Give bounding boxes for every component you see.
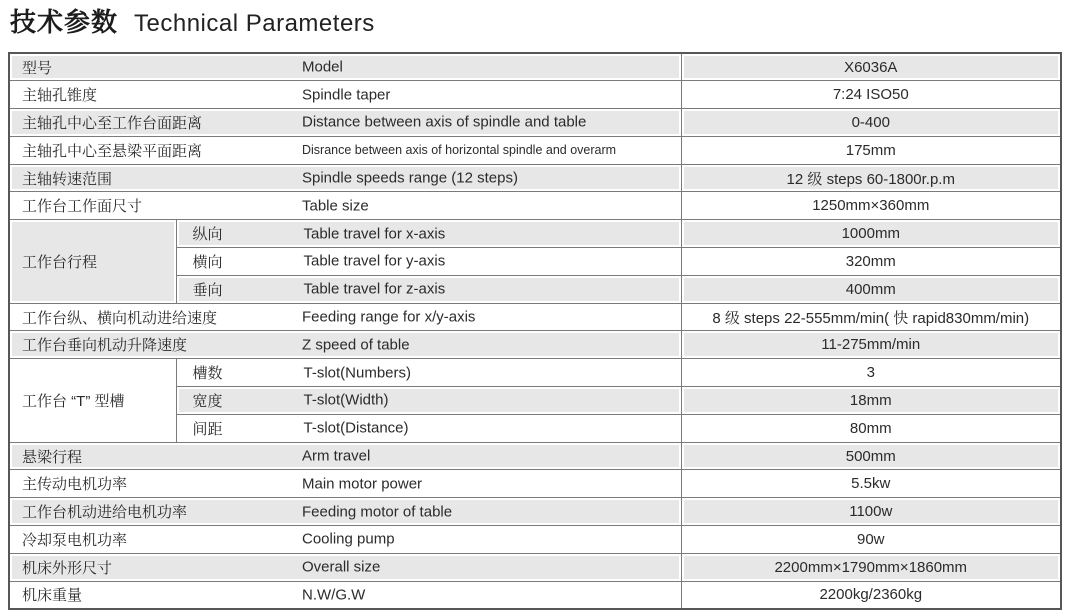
param-label-cell (176, 414, 681, 442)
param-value-cell (681, 192, 1061, 220)
param-label-cell (176, 275, 681, 303)
param-value: 80mm (849, 419, 892, 437)
param-label-zh: 主轴转速范围 (22, 170, 113, 188)
param-label-en: Overall size (302, 558, 381, 576)
param-label-zh: 冷却泵电机功率 (22, 531, 128, 549)
param-label-en: Table travel for z-axis (303, 280, 446, 298)
param-row (9, 303, 1061, 331)
param-value: 2200mm×1790mm×1860mm (774, 558, 968, 576)
param-label-en: Model (302, 58, 343, 76)
parameters-table-body (9, 53, 1061, 609)
param-label-en: Feeding motor of table (302, 503, 453, 521)
param-label-cell (176, 248, 681, 276)
param-label-cell (9, 526, 681, 554)
param-value-cell (681, 53, 1061, 81)
param-label-cell (9, 192, 681, 220)
param-value: 18mm (849, 391, 892, 409)
param-label-cell (9, 164, 681, 192)
group-label-zh: 工作台行程 (22, 253, 98, 271)
param-label-zh: 工作台工作面尺寸 (22, 198, 143, 216)
param-row (9, 526, 1061, 554)
param-label-zh: 纵向 (192, 226, 223, 244)
param-value: 1000mm (841, 225, 900, 243)
param-label-cell (9, 581, 681, 609)
param-row (9, 136, 1061, 164)
param-row (9, 109, 1061, 137)
param-value-cell (681, 220, 1061, 248)
param-label-en: Feeding range for x/y-axis (302, 308, 476, 326)
param-label-en: T-slot(Width) (303, 391, 389, 409)
param-label-en: Z speed of table (302, 336, 410, 354)
param-value: 320mm (845, 252, 896, 270)
param-label-en: T-slot(Distance) (303, 419, 409, 437)
param-label-cell (9, 53, 681, 81)
param-label-en: Arm travel (302, 447, 371, 465)
param-label-zh: 机床重量 (22, 587, 83, 605)
param-label-cell (9, 553, 681, 581)
page-title-en: Technical Parameters (134, 10, 375, 37)
param-value: 1100w (849, 503, 893, 521)
param-value-cell (681, 414, 1061, 442)
param-value-cell (681, 248, 1061, 276)
param-label-en: N.W/G.W (302, 586, 366, 604)
param-value-cell (681, 275, 1061, 303)
param-label-cell (9, 136, 681, 164)
param-label-zh: 宽度 (192, 392, 223, 410)
param-value: 5.5kw (851, 475, 891, 493)
param-label-en: Distance between axis of spindle and table (302, 113, 587, 131)
param-value: 11-275mm/min (821, 336, 921, 354)
param-row (9, 192, 1061, 220)
param-row (9, 53, 1061, 81)
technical-parameters-table-wrap (8, 52, 1062, 610)
param-label-en: Main motor power (302, 475, 423, 493)
param-row (9, 470, 1061, 498)
param-value-cell (681, 470, 1061, 498)
param-row (9, 442, 1061, 470)
param-row (9, 220, 1061, 248)
param-label-en: Spindle speeds range (12 steps) (302, 169, 518, 187)
param-value-cell (681, 164, 1061, 192)
param-value: 8 级 steps 22-555mm/min( 快 rapid830mm/min) (712, 309, 1030, 327)
param-row (9, 581, 1061, 609)
page-title-zh: 技术参数 (10, 7, 119, 37)
param-row (9, 81, 1061, 109)
param-label-zh: 主轴孔中心至工作台面距离 (22, 114, 203, 132)
param-label-cell (176, 387, 681, 415)
param-label-zh: 工作台机动进给电机功率 (22, 504, 188, 522)
param-label-cell (9, 81, 681, 109)
param-value: 175mm (845, 141, 896, 159)
param-row (9, 331, 1061, 359)
param-value: 90w (857, 530, 885, 548)
param-label-zh: 槽数 (192, 365, 223, 383)
param-value-cell (681, 581, 1061, 609)
param-value: 500mm (845, 447, 896, 465)
param-label-cell (9, 442, 681, 470)
param-row (9, 359, 1061, 387)
param-label-zh: 主轴孔中心至悬梁平面距离 (22, 142, 203, 160)
param-label-zh: 工作台纵、横向机动进给速度 (22, 309, 218, 327)
param-label-zh: 型号 (22, 59, 53, 77)
param-value-cell (681, 359, 1061, 387)
param-value-cell (681, 498, 1061, 526)
param-value-cell (681, 109, 1061, 137)
param-value-cell (681, 553, 1061, 581)
page-title (10, 2, 375, 39)
param-value-cell (681, 81, 1061, 109)
param-label-zh: 主传动电机功率 (22, 476, 128, 494)
param-row (9, 498, 1061, 526)
param-row (9, 164, 1061, 192)
param-label-cell (9, 303, 681, 331)
param-value: 7:24 ISO50 (832, 86, 909, 104)
param-row (9, 553, 1061, 581)
param-label-en: Disrance between axis of horizontal spindle and overarm (302, 143, 617, 158)
param-value-cell (681, 526, 1061, 554)
param-label-zh: 间距 (192, 420, 223, 438)
param-label-en: T-slot(Numbers) (303, 364, 412, 382)
param-label-zh: 机床外形尺寸 (22, 559, 113, 577)
param-label-en: Cooling pump (302, 530, 395, 548)
param-value-cell (681, 387, 1061, 415)
technical-parameters-table (8, 52, 1062, 610)
param-value-cell (681, 331, 1061, 359)
param-label-en: Table travel for x-axis (303, 225, 446, 243)
param-value-cell (681, 442, 1061, 470)
param-value: 400mm (845, 280, 896, 298)
param-label-en: Table travel for y-axis (303, 252, 446, 270)
param-value: 0-400 (851, 113, 890, 131)
param-value: 3 (866, 364, 875, 382)
param-label-zh: 主轴孔锥度 (22, 87, 98, 105)
group-label-cell (9, 359, 176, 442)
param-value: 2200kg/2360kg (819, 586, 923, 604)
param-value-cell (681, 136, 1061, 164)
param-value-cell (681, 303, 1061, 331)
param-label-cell (9, 109, 681, 137)
param-value: 12 级 steps 60-1800r.p.m (786, 170, 955, 188)
param-label-cell (176, 220, 681, 248)
group-label-cell (9, 220, 176, 303)
param-label-zh: 悬梁行程 (22, 448, 83, 466)
param-label-cell (9, 331, 681, 359)
param-label-cell (9, 470, 681, 498)
param-label-cell (176, 359, 681, 387)
param-label-en: Spindle taper (302, 86, 391, 104)
param-label-zh: 垂向 (192, 281, 223, 299)
param-label-zh: 横向 (192, 253, 223, 271)
param-label-en: Table size (302, 197, 369, 215)
param-value: X6036A (844, 58, 898, 76)
param-label-cell (9, 498, 681, 526)
group-label-zh: 工作台 “T” 型槽 (22, 392, 125, 410)
param-label-zh: 工作台垂向机动升降速度 (22, 337, 188, 355)
param-value: 1250mm×360mm (812, 197, 930, 215)
